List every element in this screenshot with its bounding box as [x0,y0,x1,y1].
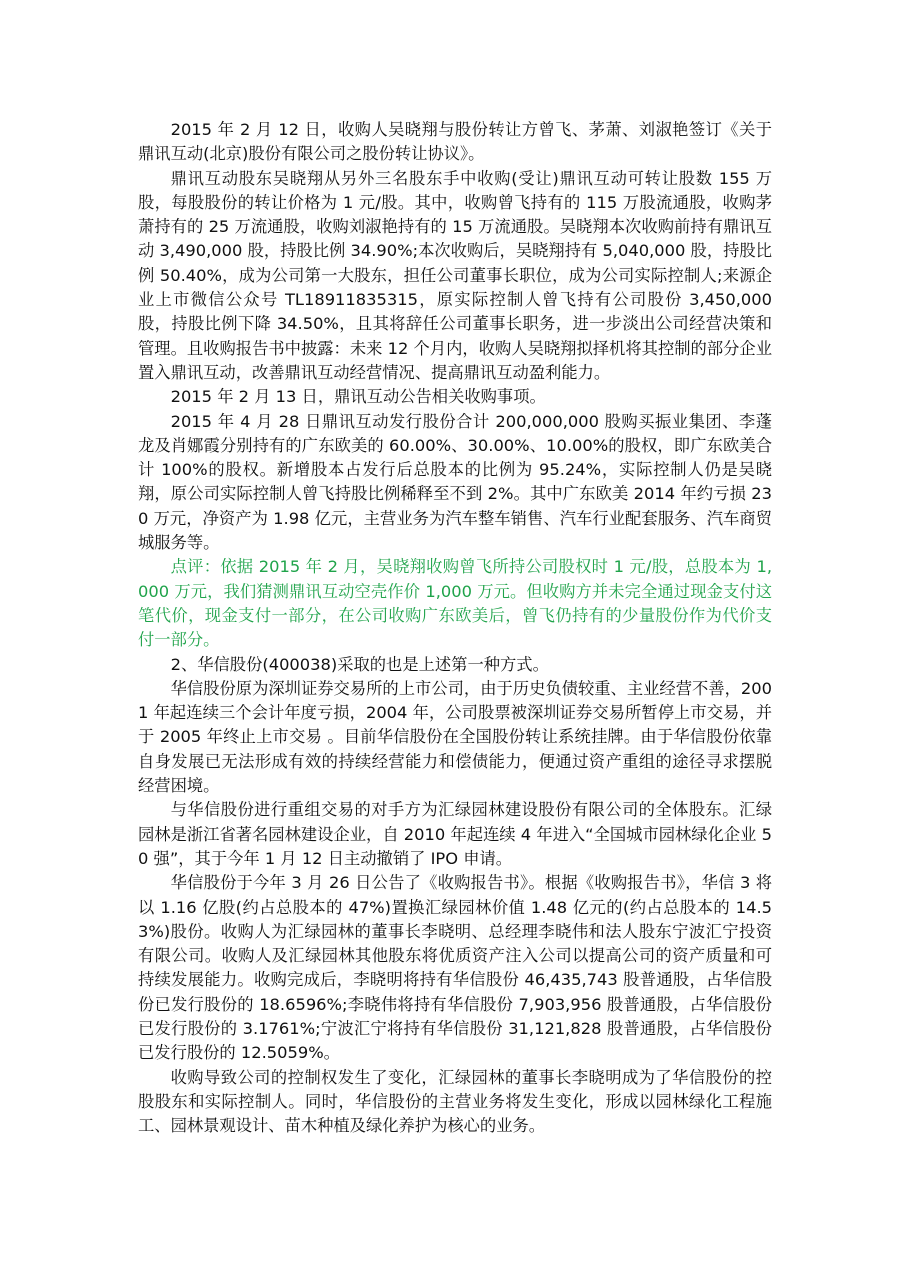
paragraph-control-change: 收购导致公司的控制权发生了变化，汇绿园林的董事长李晓明成为了华信股份的控股股东和实际控制人。同时，华信股份的主营业务将发生变化，形成以园林绿化工程施工、园林景观设计、苗木种植及绿化养护为核心的业务。 [138,1067,772,1136]
paragraph-comment: 点评：依据 2015 年 2 月，吴晓翔收购曾飞所持公司股权时 1 元/股，总股本为 1,000 万元，我们猜测鼎讯互动空壳作价 1,000 万元。但收购方并未完全通过现金支付这笔代价，现金支付一部分，在公司收购广东欧美后，曾飞仍持有的少量股份作为代价支付一部分。 [138,557,772,650]
paragraph-case-heading: 2、华信股份(400038)采取的也是上述第一种方式。 [170,654,549,674]
document-body [138,118,772,1138]
paragraph-announcement: 2015 年 2 月 13 日，鼎讯互动公告相关收购事项。 [170,387,546,407]
paragraph-huaxin-background: 华信股份原为深圳证券交易所的上市公司，由于历史负债较重、主业经营不善，2001 年起连续三个会计年度亏损，2004 年，公司股票被深圳证券交易所暂停上市交易，并于 2005 年终止上市交易 。目前华信股份在全国股份转让系统挂牌。由于华信股份依靠自身发展已无法形成有效的持续经营能力和偿债能力，便通过资产重组的途径寻求摆脱经营困境。 [138,678,772,796]
paragraph-share-issuance: 2015 年 4 月 28 日鼎讯互动发行股份合计 200,000,000 股购买振业集团、李蓬龙及肖娜霞分别持有的广东欧美的 60.00%、30.00%、10.00%的股权，即广东欧美合计 100%的股权。新增股本占发行后总股本的比例为 95.24%，实际控制人仍是吴晓翔，原公司实际控制人曾飞持股比例稀释至不到 2%。其中广东欧美 2014 年约亏损 230 万元，净资产为 1.98 亿元，主营业务为汽车整车销售、汽车行业配套服务、汽车商贸城服务等。 [138,411,772,553]
paragraph-acquisition-report: 华信股份于今年 3 月 26 日公告了《收购报告书》。根据《收购报告书》，华信 3 将以 1.16 亿股(约占总股本的 47%)置换汇绿园林价值 1.48 亿元的(约占总股本的 14.53%)股份。收购人为汇绿园林的董事长李晓明、总经理李晓伟和法人股东宁波汇宁投资有限公司。收购人及汇绿园林其他股东将优质资产注入公司以提高公司的资产质量和可持续发展能力。收购完成后，李晓明将持有华信股份 46,435,743 股普通股，占华信股份已发行股份的 18.6596%;李晓伟将持有华信股份 7,903,956 股普通股，占华信股份已发行股份的 3.1761%;宁波汇宁将持有华信股份 31,121,828 股普通股，占华信股份已发行股份的 12.5059%。 [138,873,772,1063]
paragraph-transfer-agreement: 2015 年 2 月 12 日，收购人吴晓翔与股份转让方曾飞、茅萧、刘淑艳签订《关于鼎讯互动(北京)股份有限公司之股份转让协议》。 [138,120,772,164]
paragraph-counterparty: 与华信股份进行重组交易的对手方为汇绿园林建设股份有限公司的全体股东。汇绿园林是浙江省著名园林建设企业，自 2010 年起连续 4 年进入“全国城市园林绿化企业 50 强”，其于今年 1 月 12 日主动撤销了 IPO 申请。 [138,800,772,868]
paragraph-share-acquisition: 鼎讯互动股东吴晓翔从另外三名股东手中收购(受让)鼎讯互动可转让股数 155 万股，每股股份的转让价格为 1 元/股。其中，收购曾飞持有的 115 万股流通股，收购茅萧持有的 25 万流通股，收购刘淑艳持有的 15 万流通股。吴晓翔本次收购前持有鼎讯互动 3,490,000 股，持股比例 34.90%;本次收购后，吴晓翔持有 5,040,000 股，持股比例 50.40%，成为公司第一大股东，担任公司董事长职位，成为公司实际控制人;来源企业上市微信公众号 TL18911835315，原实际控制人曾飞持有公司股份 3,450,000 股，持股比例下降 34.50%，且其将辞任公司董事长职务，进一步淡出公司经营决策和管理。且收购报告书中披露：未来 12 个月内，收购人吴晓翔拟择机将其控制的部分企业置入鼎讯互动，改善鼎讯互动经营情况、提高鼎讯互动盈利能力。 [138,168,772,382]
